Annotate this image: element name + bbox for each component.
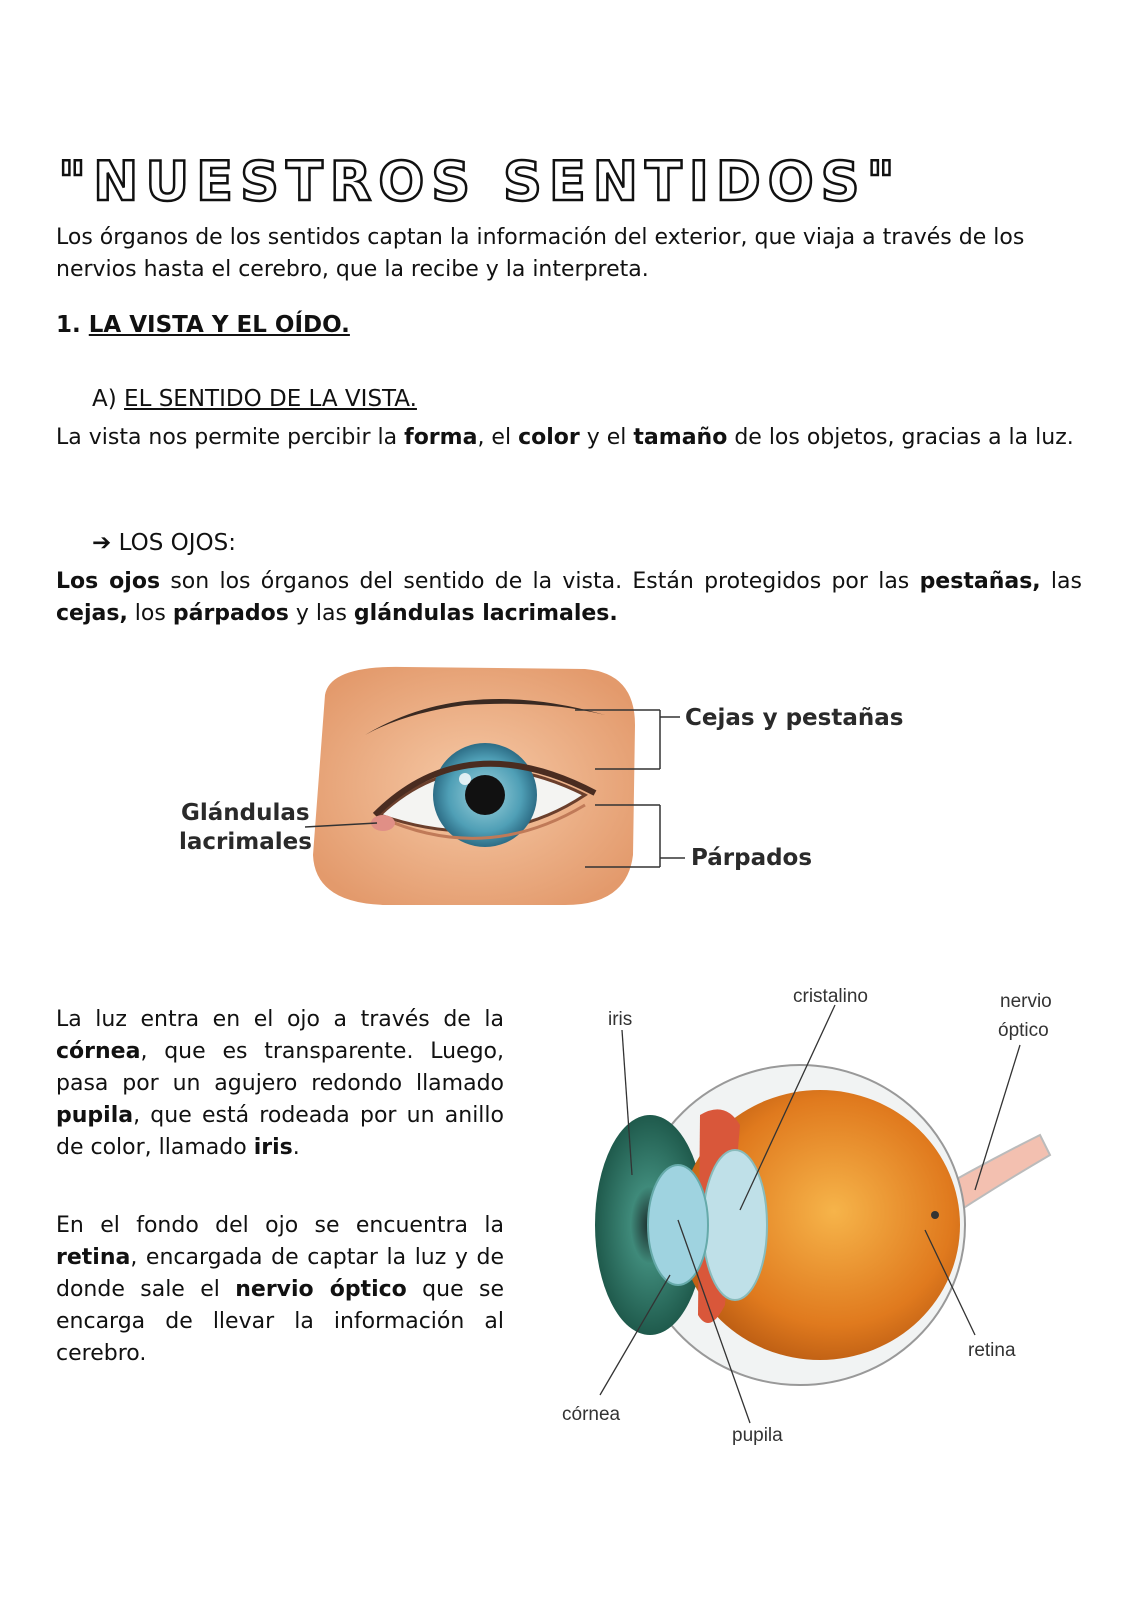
bold-term: glándulas lacrimales. xyxy=(353,601,618,626)
label-cornea: córnea xyxy=(562,1404,621,1425)
text: y el xyxy=(579,425,634,450)
label-cejas: Cejas y pestañas xyxy=(685,705,904,731)
cornea-bulge xyxy=(648,1165,708,1285)
label-retina: retina xyxy=(968,1340,1016,1361)
luz-paragraph xyxy=(56,1004,504,1164)
text: son los órganos del sentido de la vista. Están protegidos por las xyxy=(160,569,920,594)
subsection-prefix: A) xyxy=(92,386,117,412)
label-glandulas-1: Glándulas xyxy=(181,800,310,826)
label-iris: iris xyxy=(608,1009,633,1030)
subsection-title: EL SENTIDO DE LA VISTA. xyxy=(124,386,417,412)
bold-term: tamaño xyxy=(633,425,728,450)
bold-term: retina xyxy=(56,1245,131,1270)
bold-term: Los ojos xyxy=(56,569,161,594)
label-glandulas-2: lacrimales xyxy=(179,829,312,855)
ojos-heading-label: LOS OJOS: xyxy=(118,530,236,556)
bold-term: iris xyxy=(253,1135,293,1160)
ojos-paragraph xyxy=(56,566,1082,630)
eye-cross-section-diagram xyxy=(550,975,1110,1455)
text: de los objetos, gracias a la luz. xyxy=(727,425,1074,450)
bold-term: color xyxy=(518,425,580,450)
ojos-heading xyxy=(92,530,236,556)
external-eye-diagram xyxy=(165,655,905,913)
bold-term: forma xyxy=(404,425,478,450)
bold-term: córnea xyxy=(56,1039,141,1064)
pupil-circle xyxy=(465,775,505,815)
text: En el fondo del ojo se encuentra la xyxy=(56,1213,504,1238)
eye-shine xyxy=(459,773,471,785)
text: , encargada de captar la luz y de donde sale el xyxy=(56,1245,504,1302)
label-pupila: pupila xyxy=(732,1425,783,1446)
subsection-heading xyxy=(92,386,417,412)
text: La luz entra en el ojo a través de la xyxy=(56,1007,504,1032)
fondo-paragraph xyxy=(56,1210,504,1370)
text: , el xyxy=(477,425,519,450)
text: . xyxy=(292,1135,300,1160)
text: , que está rodeada por un anillo de color, llamado xyxy=(56,1103,504,1160)
bold-term: pupila xyxy=(56,1103,134,1128)
bold-term: nervio óptico xyxy=(235,1277,407,1302)
bold-term: párpados xyxy=(172,601,289,626)
text: que se encarga de llevar la información al cerebro. xyxy=(56,1277,504,1366)
section-heading xyxy=(56,312,350,338)
label-parpados: Párpados xyxy=(691,845,813,871)
text: La vista nos permite percibir la xyxy=(56,425,405,450)
retina-dot xyxy=(931,1211,939,1219)
bold-term: pestañas, xyxy=(919,569,1041,594)
intro-paragraph: Los órganos de los sentidos captan la información del exterior, que viaja a través de los nervios hasta el cerebro, que la recibe y la interpreta. xyxy=(56,225,1025,282)
page-title: "NUESTROS SENTIDOS" xyxy=(58,150,902,213)
vista-paragraph xyxy=(56,422,1082,454)
text: los xyxy=(127,601,173,626)
arrow-icon: ➔ xyxy=(92,530,112,556)
text: , que es transparente. Luego, pasa por un agujero redondo llamado xyxy=(56,1039,504,1096)
label-nervio-2: óptico xyxy=(998,1020,1049,1041)
bold-term: cejas, xyxy=(56,601,128,626)
section-title: LA VISTA Y EL OÍDO. xyxy=(88,312,350,338)
section-number: 1. xyxy=(56,312,81,338)
text: las xyxy=(1040,569,1082,594)
label-cristalino: cristalino xyxy=(793,986,868,1007)
text: y las xyxy=(288,601,354,626)
label-nervio-1: nervio xyxy=(1000,991,1052,1012)
